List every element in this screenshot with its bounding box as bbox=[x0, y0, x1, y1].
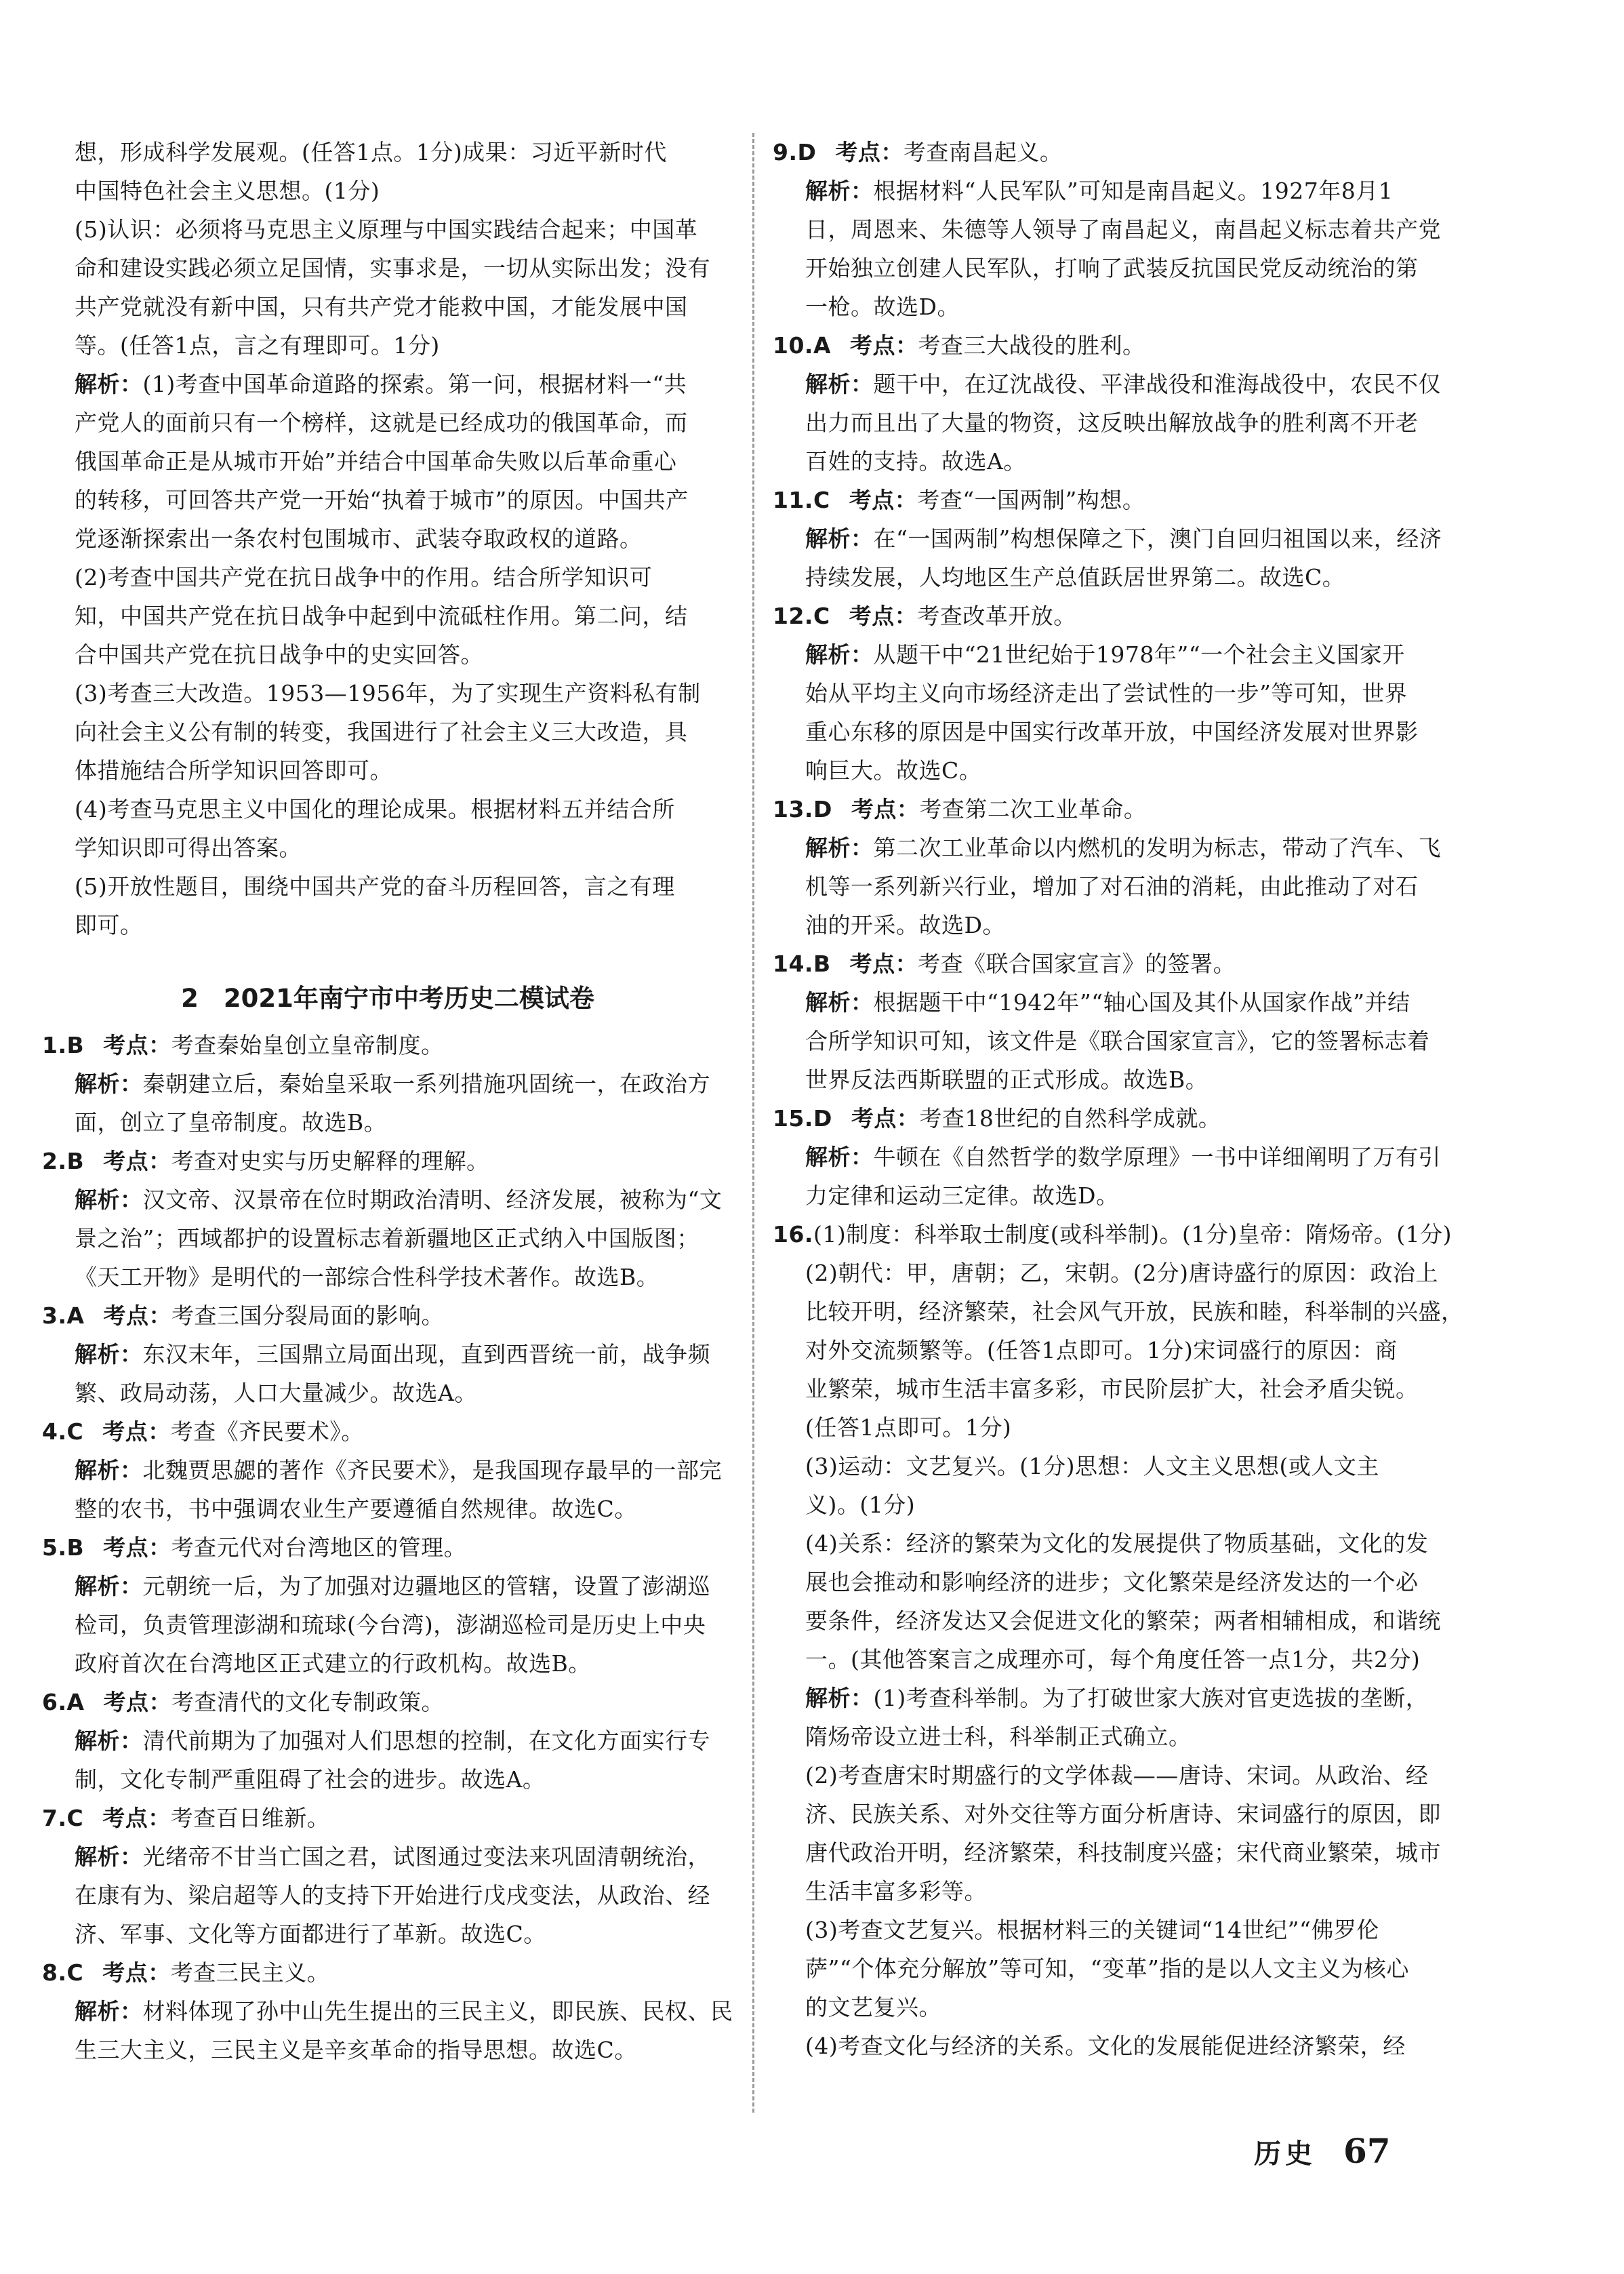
right-column bbox=[773, 133, 1464, 2065]
question-answer: 12.C bbox=[773, 603, 830, 629]
text-line bbox=[773, 1717, 1464, 1756]
text-line bbox=[773, 558, 1464, 597]
analysis-line bbox=[773, 172, 1464, 210]
question-line bbox=[42, 1799, 733, 1837]
line-text: 考查第二次工业革命。 bbox=[919, 796, 1147, 822]
line-text: 考查清代的文化专制政策。 bbox=[171, 1689, 445, 1715]
line-text: 的转移，可回答共产党一开始“执着于城市”的原因。中国共产 bbox=[75, 487, 689, 513]
line-text: (4)关系：经济的繁荣为文化的发展提供了物质基础，文化的发 bbox=[805, 1530, 1429, 1557]
line-text: (2)考查中国共产党在抗日战争中的作用。结合所学知识可 bbox=[75, 564, 653, 591]
text-line bbox=[773, 1254, 1464, 1292]
line-text: 中国特色社会主义思想。(1分) bbox=[75, 178, 380, 204]
analysis-line bbox=[773, 829, 1464, 867]
text-line bbox=[42, 133, 733, 172]
line-text: (5)认识：必须将马克思主义原理与中国实践结合起来；中国革 bbox=[75, 216, 698, 243]
text-line bbox=[42, 519, 733, 558]
question-line bbox=[42, 1142, 733, 1180]
line-text: 世界反法西斯联盟的正式形成。故选B。 bbox=[805, 1066, 1209, 1093]
analysis-label: 解析： bbox=[805, 1144, 874, 1170]
line-text: 义)。(1分) bbox=[805, 1492, 916, 1518]
line-text: 制，文化专制严重阻碍了社会的进步。故选A。 bbox=[75, 1766, 546, 1793]
text-line bbox=[42, 1219, 733, 1258]
line-text: (4)考查文化与经济的关系。文化的发展能促进经济繁荣，经 bbox=[805, 2033, 1406, 2059]
line-text: 繁、政局动荡，人口大量减少。故选A。 bbox=[75, 1380, 477, 1406]
text-line bbox=[773, 287, 1464, 326]
text-line bbox=[773, 1292, 1464, 1331]
text-line bbox=[42, 635, 733, 674]
text-line bbox=[773, 1601, 1464, 1640]
line-text: 根据材料“人民军队”可知是南昌起义。1927年8月1 bbox=[873, 178, 1394, 204]
analysis-line bbox=[42, 1335, 733, 1374]
line-text: (1)考查中国革命道路的探索。第一问，根据材料一“共 bbox=[142, 371, 687, 397]
section-title: 2 2021年南宁市中考历史二模试卷 bbox=[181, 984, 594, 1013]
analysis-label: 解析： bbox=[75, 1186, 143, 1213]
text-line bbox=[42, 1258, 733, 1296]
line-text: 考查“一国两制”构想。 bbox=[917, 487, 1145, 513]
line-text: 党逐渐探索出一条农村包围城市、武装夺取政权的道路。 bbox=[75, 525, 643, 552]
line-text: (2)考查唐宋时期盛行的文学体裁——唐诗、宋词。从政治、经 bbox=[805, 1762, 1429, 1789]
line-text: 开始独立创建人民军队，打响了武装反抗国民党反动统治的第 bbox=[805, 255, 1419, 281]
column-divider bbox=[752, 133, 754, 2113]
analysis-label: 解析： bbox=[805, 525, 874, 552]
analysis-line bbox=[773, 519, 1464, 558]
text-line bbox=[42, 1374, 733, 1412]
line-text: 出力而且出了大量的物资，这反映出解放战争的胜利离不开老 bbox=[805, 410, 1419, 436]
text-line bbox=[773, 1060, 1464, 1099]
analysis-label: 解析： bbox=[805, 178, 874, 204]
text-line bbox=[773, 1756, 1464, 1795]
question-answer: 3.A bbox=[42, 1302, 85, 1329]
line-text: 力定律和运动三定律。故选D。 bbox=[805, 1182, 1119, 1209]
text-line bbox=[773, 1911, 1464, 1949]
analysis-label: 解析： bbox=[805, 835, 874, 861]
key-point-label: 考点： bbox=[102, 1805, 171, 1831]
text-line bbox=[773, 249, 1464, 287]
line-text: 要条件，经济发达又会促进文化的繁荣；两者相辅相成，和谐统 bbox=[805, 1608, 1441, 1634]
text-line bbox=[42, 1876, 733, 1915]
text-line bbox=[773, 1370, 1464, 1408]
line-text: (3)运动：文艺复兴。(1分)思想：人文主义思想(或人文主 bbox=[805, 1453, 1379, 1479]
key-point-label: 考点： bbox=[102, 1959, 171, 1986]
line-text: 考查改革开放。 bbox=[917, 603, 1076, 629]
text-line bbox=[42, 287, 733, 326]
text-line bbox=[773, 1408, 1464, 1447]
text-line bbox=[42, 326, 733, 365]
key-point-label: 考点： bbox=[849, 603, 918, 629]
question-answer: 13.D bbox=[773, 796, 832, 822]
text-line bbox=[42, 481, 733, 519]
line-text: 萨”“个体充分解放”等可知，“变革”指的是以人文主义为核心 bbox=[805, 1955, 1409, 1982]
text-line bbox=[42, 1103, 733, 1142]
text-line bbox=[42, 249, 733, 287]
line-text: (任答1点即可。1分) bbox=[805, 1414, 1012, 1441]
question-answer: 7.C bbox=[42, 1805, 84, 1831]
line-text: 响巨大。故选C。 bbox=[805, 757, 982, 784]
line-text: 考查对史实与历史解释的理解。 bbox=[171, 1148, 489, 1174]
text-line bbox=[42, 906, 733, 944]
analysis-line bbox=[773, 983, 1464, 1022]
line-text: 济、民族关系、对外交往等方面分析唐诗、宋词盛行的原因，即 bbox=[805, 1801, 1441, 1827]
question-answer: 5.B bbox=[42, 1534, 85, 1561]
key-point-label: 考点： bbox=[851, 1105, 920, 1132]
text-line bbox=[773, 1331, 1464, 1370]
line-text: 牛顿在《自然哲学的数学原理》一书中详细阐明了万有引 bbox=[873, 1144, 1441, 1170]
line-text: 政府首次在台湾地区正式建立的行政机构。故选B。 bbox=[75, 1650, 591, 1677]
question-answer: 4.C bbox=[42, 1418, 84, 1445]
line-text: 考查南昌起义。 bbox=[903, 139, 1063, 165]
line-text: 始从平均主义向市场经济走出了尝试性的一步”等可知，世界 bbox=[805, 680, 1408, 706]
key-point-label: 考点： bbox=[851, 796, 920, 822]
line-text: 合中国共产党在抗日战争中的史实回答。 bbox=[75, 641, 483, 668]
text-line bbox=[42, 172, 733, 210]
text-line bbox=[773, 1988, 1464, 2027]
line-text: 整的农书，书中强调农业生产要遵循自然规律。故选C。 bbox=[75, 1496, 637, 1522]
analysis-line bbox=[773, 1679, 1464, 1717]
line-text: 从题干中“21世纪始于1978年”“一个社会主义国家开 bbox=[873, 641, 1405, 668]
text-line bbox=[42, 829, 733, 867]
text-line bbox=[42, 403, 733, 442]
text-line bbox=[42, 674, 733, 713]
line-text: 面，创立了皇帝制度。故选B。 bbox=[75, 1109, 387, 1136]
line-text: 东汉末年，三国鼎立局面出现，直到西晋统一前，战争频 bbox=[142, 1341, 710, 1368]
line-text: 题干中，在辽沈战役、平津战役和淮海战役中，农民不仅 bbox=[873, 371, 1441, 397]
text-line bbox=[42, 442, 733, 481]
line-text: 检司，负责管理澎湖和琉球(今台湾)，澎湖巡检司是历史上中央 bbox=[75, 1612, 706, 1638]
line-text: (3)考查文艺复兴。根据材料三的关键词“14世纪”“佛罗伦 bbox=[805, 1917, 1379, 1943]
line-text: 学知识即可得出答案。 bbox=[75, 835, 302, 861]
question-answer: 11.C bbox=[773, 487, 830, 513]
text-line bbox=[773, 1640, 1464, 1679]
line-text: 清代前期为了加强对人们思想的控制，在文化方面实行专 bbox=[142, 1728, 710, 1754]
text-line bbox=[773, 2027, 1464, 2065]
line-text: 汉文帝、汉景帝在位时期政治清明、经济发展，被称为“文 bbox=[142, 1186, 723, 1213]
line-text: 生活丰富多彩等。 bbox=[805, 1878, 987, 1904]
line-text: 一。(其他答案言之成理亦可，每个角度任答一点1分，共2分) bbox=[805, 1646, 1421, 1673]
text-line bbox=[42, 1760, 733, 1799]
text-line bbox=[773, 1447, 1464, 1485]
line-text: (5)开放性题目，围绕中国共产党的奋斗历程回答，言之有理 bbox=[75, 873, 675, 900]
key-point-label: 考点： bbox=[103, 1032, 171, 1058]
text-line bbox=[773, 1485, 1464, 1524]
line-text: 元朝统一后，为了加强对边疆地区的管辖，设置了澎湖巡 bbox=[142, 1573, 710, 1599]
text-line bbox=[773, 1833, 1464, 1872]
text-line bbox=[773, 751, 1464, 790]
analysis-line bbox=[42, 1837, 733, 1876]
text-line bbox=[773, 1872, 1464, 1911]
line-text: 唐代政治开明，经济繁荣，科技制度兴盛；宋代商业繁荣，城市 bbox=[805, 1839, 1441, 1866]
line-text: 考查百日维新。 bbox=[170, 1805, 330, 1831]
question-line bbox=[42, 1296, 733, 1335]
line-text: 机等一系列新兴行业，增加了对石油的消耗，由此推动了对石 bbox=[805, 873, 1419, 900]
analysis-line bbox=[773, 365, 1464, 403]
line-text: 考查秦始皇创立皇帝制度。 bbox=[171, 1032, 444, 1058]
text-line bbox=[773, 1524, 1464, 1563]
analysis-label: 解析： bbox=[805, 1685, 874, 1711]
line-text: 对外交流频繁等。(任答1点即可。1分)宋词盛行的原因：商 bbox=[805, 1337, 1398, 1363]
line-text: 考查《联合国家宣言》的签署。 bbox=[918, 951, 1236, 977]
line-text: (2)朝代：甲，唐朝；乙，宋朝。(2分)唐诗盛行的原因：政治上 bbox=[805, 1260, 1438, 1286]
question-line bbox=[42, 1528, 733, 1567]
question-line bbox=[773, 326, 1464, 365]
question-answer: 2.B bbox=[42, 1148, 85, 1174]
text-line bbox=[773, 442, 1464, 481]
page-footer bbox=[1254, 2128, 1391, 2175]
line-text: 考查三国分裂局面的影响。 bbox=[171, 1302, 445, 1329]
text-line bbox=[42, 597, 733, 635]
analysis-line bbox=[42, 365, 733, 403]
line-text: 《天工开物》是明代的一部综合性科学技术著作。故选B。 bbox=[75, 1264, 659, 1290]
line-text: 百姓的支持。故选A。 bbox=[805, 448, 1026, 475]
text-line bbox=[773, 713, 1464, 751]
question-answer: 9.D bbox=[773, 139, 817, 165]
question-answer: 1.B bbox=[42, 1032, 85, 1058]
question-line bbox=[42, 1683, 733, 1721]
analysis-label: 解析： bbox=[75, 1728, 143, 1754]
line-text: 在康有为、梁启超等人的支持下开始进行戊戌变法，从政治、经 bbox=[75, 1882, 710, 1909]
line-text: 油的开采。故选D。 bbox=[805, 912, 1005, 938]
analysis-line bbox=[42, 1992, 733, 2031]
text-line bbox=[42, 751, 733, 790]
text-line bbox=[773, 210, 1464, 249]
line-text: 产党人的面前只有一个榜样，这就是已经成功的俄国革命，而 bbox=[75, 410, 688, 436]
key-point-label: 考点： bbox=[849, 951, 918, 977]
analysis-label: 解析： bbox=[75, 1843, 143, 1870]
line-text: 即可。 bbox=[75, 912, 143, 938]
text-line bbox=[42, 713, 733, 751]
text-line bbox=[773, 867, 1464, 906]
line-text: (1)制度：科举取士制度(或科举制)。(1分)皇帝：隋炀帝。(1分) bbox=[813, 1221, 1452, 1248]
key-point-label: 考点： bbox=[103, 1302, 172, 1329]
text-line bbox=[773, 1949, 1464, 1988]
line-text: 考查三大战役的胜利。 bbox=[918, 332, 1145, 359]
analysis-line bbox=[773, 1138, 1464, 1176]
left-column bbox=[42, 133, 733, 2069]
line-text: 想，形成科学发展观。(任答1点。1分)成果：习近平新时代 bbox=[75, 139, 667, 165]
question-line bbox=[773, 1099, 1464, 1138]
analysis-label: 解析： bbox=[75, 371, 143, 397]
line-text: 济、军事、文化等方面都进行了革新。故选C。 bbox=[75, 1921, 546, 1947]
analysis-line bbox=[42, 1567, 733, 1605]
analysis-line bbox=[42, 1180, 733, 1219]
analysis-label: 解析： bbox=[75, 1341, 143, 1368]
question-line bbox=[773, 944, 1464, 983]
line-text: (1)考查科举制。为了打破世家大族对官吏选拔的垄断， bbox=[873, 1685, 1429, 1711]
line-text: 共产党就没有新中国，只有共产党才能救中国，才能发展中国 bbox=[75, 294, 688, 320]
line-text: 生三大主义，三民主义是辛亥革命的指导思想。故选C。 bbox=[75, 2037, 637, 2063]
line-text: 日，周恩来、朱德等人领导了南昌起义，南昌起义标志着共产党 bbox=[805, 216, 1441, 243]
text-line bbox=[42, 1490, 733, 1528]
text-line bbox=[773, 674, 1464, 713]
question-line bbox=[773, 597, 1464, 635]
key-point-label: 考点： bbox=[103, 1148, 171, 1174]
analysis-line bbox=[42, 1721, 733, 1760]
page-number: 67 bbox=[1343, 2131, 1391, 2171]
question-line bbox=[42, 1412, 733, 1451]
question-line bbox=[773, 1215, 1464, 1254]
line-text: 考查《齐民要术》。 bbox=[170, 1418, 364, 1445]
text-line bbox=[42, 1915, 733, 1953]
line-text: 展也会推动和影响经济的进步；文化繁荣是经济发达的一个必 bbox=[805, 1569, 1419, 1595]
text-line bbox=[42, 1644, 733, 1683]
question-answer: 15.D bbox=[773, 1105, 832, 1132]
line-text: 体措施结合所学知识回答即可。 bbox=[75, 757, 392, 784]
line-text: 向社会主义公有制的转变，我国进行了社会主义三大改造，具 bbox=[75, 719, 688, 745]
question-line bbox=[773, 133, 1464, 172]
analysis-label: 解析： bbox=[75, 1998, 143, 2024]
question-answer: 14.B bbox=[773, 951, 831, 977]
line-text: 隋炀帝设立进士科，科举制正式确立。 bbox=[805, 1723, 1192, 1750]
line-text: 考查三民主义。 bbox=[170, 1959, 330, 1986]
analysis-line bbox=[42, 1451, 733, 1490]
line-text: 光绪帝不甘当亡国之君，试图通过变法来巩固清朝统治， bbox=[142, 1843, 710, 1870]
line-text: 根据题干中“1942年”“轴心国及其仆从国家作战”并结 bbox=[873, 989, 1410, 1016]
line-text: 景之治”；西域都护的设置标志着新疆地区正式纳入中国版图； bbox=[75, 1225, 699, 1252]
analysis-label: 解析： bbox=[75, 1457, 143, 1483]
analysis-line bbox=[42, 1064, 733, 1103]
analysis-line bbox=[773, 635, 1464, 674]
text-line bbox=[42, 867, 733, 906]
question-answer: 10.A bbox=[773, 332, 831, 359]
line-text: (3)考查三大改造。1953—1956年，为了实现生产资料私有制 bbox=[75, 680, 701, 706]
question-answer: 8.C bbox=[42, 1959, 84, 1986]
text-line bbox=[42, 1605, 733, 1644]
line-text: 一枪。故选D。 bbox=[805, 294, 960, 320]
key-point-label: 考点： bbox=[850, 332, 918, 359]
text-line bbox=[773, 1022, 1464, 1060]
key-point-label: 考点： bbox=[835, 139, 904, 165]
line-text: 考查元代对台湾地区的管理。 bbox=[171, 1534, 467, 1561]
line-text: 重心东移的原因是中国实行改革开放，中国经济发展对世界影 bbox=[805, 719, 1419, 745]
text-line bbox=[42, 558, 733, 597]
line-text: 秦朝建立后，秦始皇采取一系列措施巩固统一，在政治方 bbox=[142, 1071, 710, 1097]
key-point-label: 考点： bbox=[103, 1534, 171, 1561]
question-answer: 6.A bbox=[42, 1689, 85, 1715]
text-line bbox=[773, 1563, 1464, 1601]
line-text: 知，中国共产党在抗日战争中起到中流砥柱作用。第二问，结 bbox=[75, 603, 688, 629]
line-text: 俄国革命正是从城市开始”并结合中国革命失败以后革命重心 bbox=[75, 448, 677, 475]
question-line bbox=[42, 1026, 733, 1064]
analysis-label: 解析： bbox=[805, 371, 874, 397]
text-line bbox=[773, 1795, 1464, 1833]
text-line bbox=[773, 906, 1464, 944]
line-text: 北魏贾思勰的著作《齐民要术》，是我国现存最早的一部完 bbox=[142, 1457, 722, 1483]
line-text: (4)考查马克思主义中国化的理论成果。根据材料五并结合所 bbox=[75, 796, 675, 822]
line-text: 持续发展，人均地区生产总值跃居世界第二。故选C。 bbox=[805, 564, 1345, 591]
text-line bbox=[42, 210, 733, 249]
key-point-label: 考点： bbox=[103, 1689, 172, 1715]
analysis-label: 解析： bbox=[75, 1071, 143, 1097]
question-line bbox=[773, 790, 1464, 829]
text-line bbox=[42, 790, 733, 829]
text-line bbox=[42, 2031, 733, 2069]
text-line bbox=[773, 1176, 1464, 1215]
line-text: 等。(任答1点，言之有理即可。1分) bbox=[75, 332, 440, 359]
line-text: 在“一国两制”构想保障之下，澳门自回归祖国以来，经济 bbox=[873, 525, 1442, 552]
line-text: 材料体现了孙中山先生提出的三民主义，即民族、民权、民 bbox=[142, 1998, 733, 2024]
question-answer: 16. bbox=[773, 1221, 813, 1248]
footer-subject: 历史 bbox=[1254, 2138, 1316, 2170]
analysis-label: 解析： bbox=[75, 1573, 143, 1599]
question-line bbox=[773, 481, 1464, 519]
text-line bbox=[773, 403, 1464, 442]
key-point-label: 考点： bbox=[102, 1418, 171, 1445]
line-text: 命和建设实践必须立足国情，实事求是，一切从实际出发；没有 bbox=[75, 255, 710, 281]
line-text: 的文艺复兴。 bbox=[805, 1994, 941, 2020]
line-text: 考查18世纪的自然科学成就。 bbox=[919, 1105, 1221, 1132]
line-text: 比较开明，经济繁荣，社会风气开放，民族和睦，科举制的兴盛， bbox=[805, 1298, 1464, 1325]
analysis-label: 解析： bbox=[805, 989, 874, 1016]
line-text: 业繁荣，城市生活丰富多彩，市民阶层扩大，社会矛盾尖锐。 bbox=[805, 1376, 1419, 1402]
line-text: 合所学知识可知，该文件是《联合国家宣言》，它的签署标志着 bbox=[805, 1028, 1430, 1054]
key-point-label: 考点： bbox=[849, 487, 918, 513]
question-line bbox=[42, 1953, 733, 1992]
analysis-label: 解析： bbox=[805, 641, 874, 668]
line-text: 第二次工业革命以内燃机的发明为标志，带动了汽车、飞 bbox=[873, 835, 1441, 861]
